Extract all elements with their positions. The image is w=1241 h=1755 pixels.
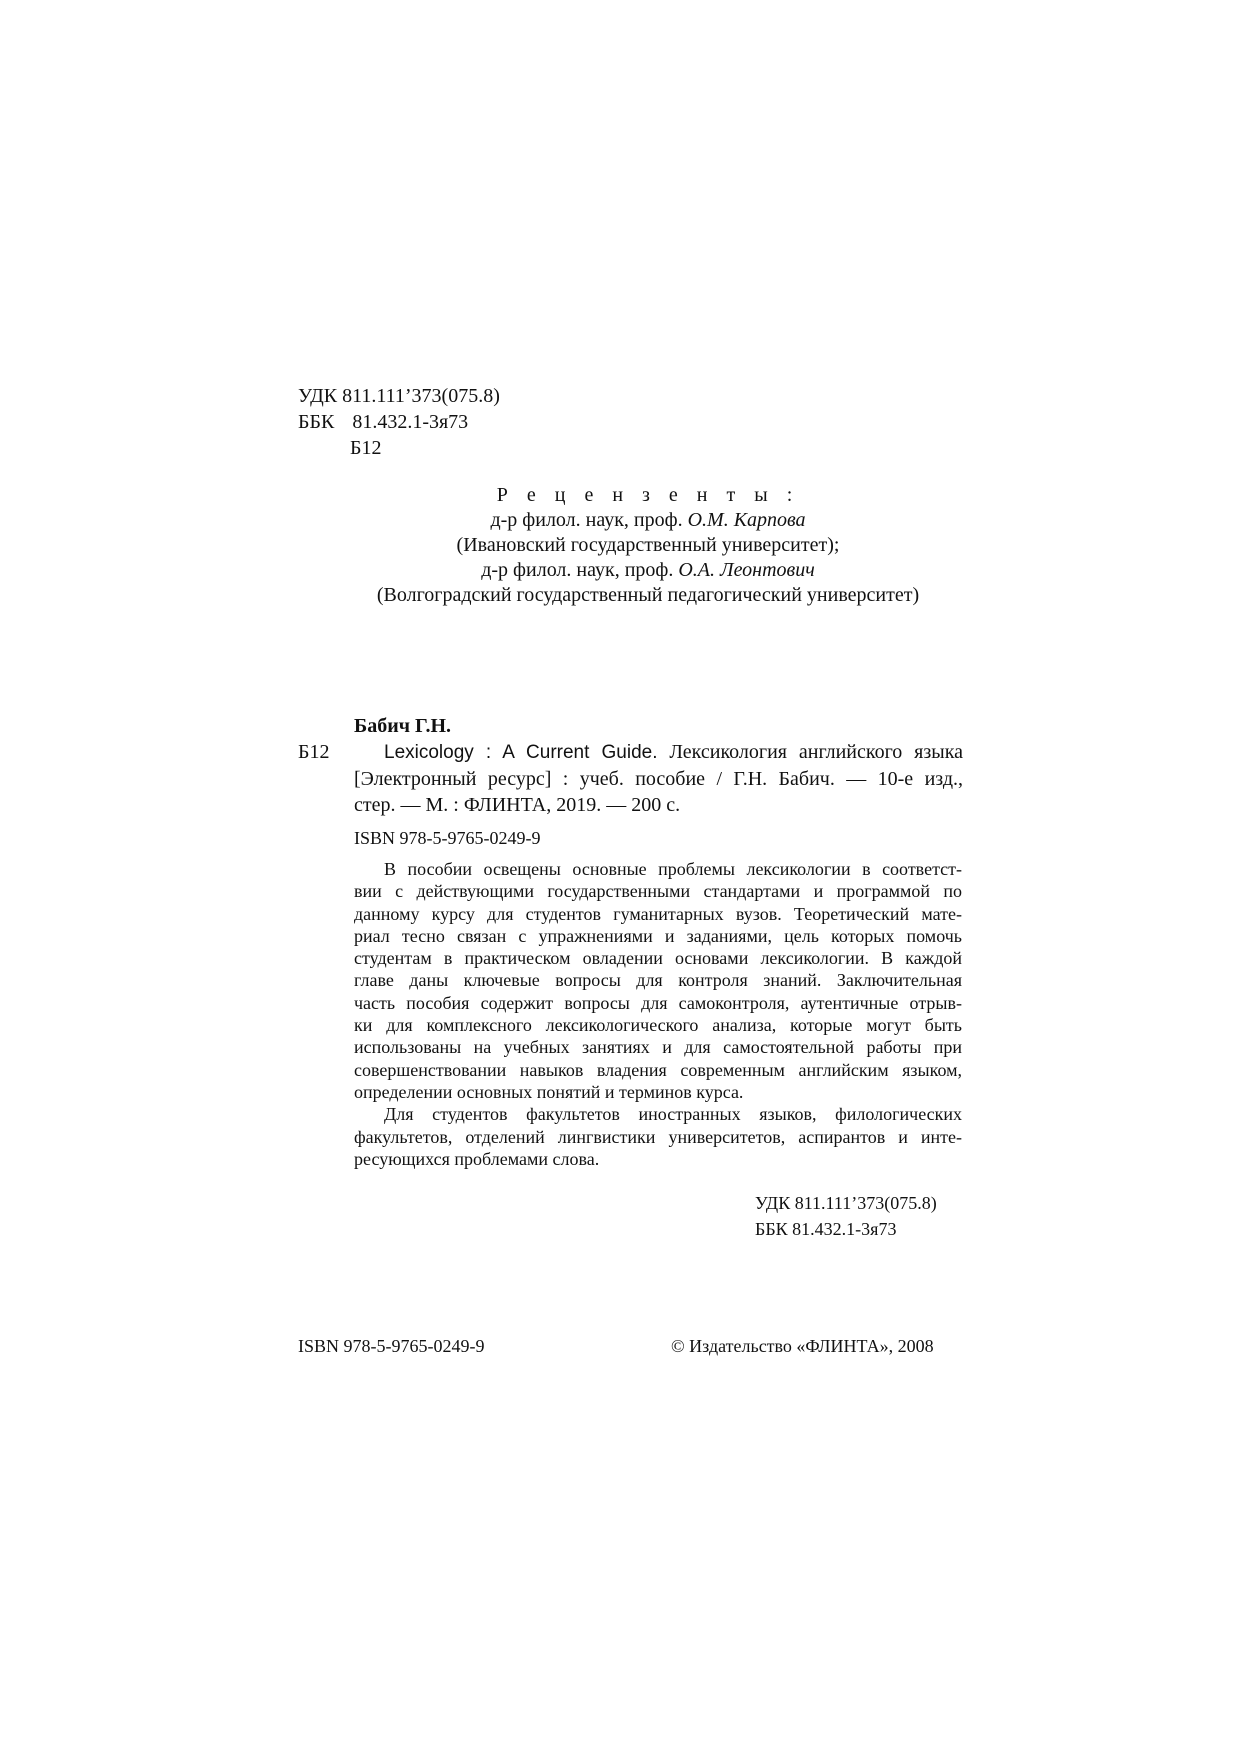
reviewer-1-title: д-р филол. наук, проф. [490,509,688,531]
annotation-line: ресующихся проблемами слова. [354,1148,600,1169]
annotation-line: определении основных понятий и терминов курса. [354,1081,744,1102]
entry-cutter-code: Б12 [298,741,330,763]
bbk-code-bottom: ББК 81.432.1-3я73 [755,1219,897,1239]
annotation-line: вии с действующими государственными стандартами и программой по [354,881,962,902]
reviewer-1-affiliation: (Ивановский государственный университет); [456,534,840,556]
reviewer-2-affiliation: (Волгоградский государственный педагогический университет) [376,584,920,606]
bbk-code: 81.432.1-3я73 [352,411,469,433]
annotation-line: часть пособия содержит вопросы для самоконтроля, аутентичные отрыв- [354,992,962,1013]
book-title: Lexicology : A Current Guide. [384,742,658,763]
annotation-line: факультетов, отделений лингвистики университетов, аспирантов и инте- [354,1126,962,1147]
annotation-line: ки для комплексного лексикологического анализа, которые могут быть [354,1015,962,1036]
annotation [354,858,962,1170]
annotation-line: В пособии освещены основные проблемы лексикологии в соответст- [384,859,962,879]
annotation-line: использованы на учебных занятиях и для самостоятельной работы при [354,1037,962,1058]
copyright-notice: © Издательство «ФЛИНТА», 2008 [671,1336,934,1356]
bibliographic-entry [298,739,963,818]
annotation-line: данному курсу для студентов гуманитарных вузов. Теоретический мате- [354,903,962,924]
bibliographic-record [298,713,963,818]
author-name: Бабич Г.Н. [354,715,452,737]
udk-code: УДК 811.111’373(075.8) [298,385,500,407]
footer-isbn: ISBN 978-5-9765-0249-9 [298,1336,485,1356]
bbk-line [298,409,500,435]
reviewer-2-name: О.А. Леонтович [678,559,815,581]
annotation-line: студентам в практическом овладении основами лексикологии. В каждой [354,948,962,969]
classification-codes-bottom [755,1190,937,1242]
annotation-line: риал тесно связан с упражнениями и заданиями, цель которых помочь [354,925,962,946]
reviewer-2 [298,558,998,583]
annotation-line: главе даны ключевые вопросы для контроля знаний. Заключительная [354,970,962,991]
classification-codes-top [298,383,500,461]
reviewer-1 [298,508,998,533]
annotation-line: совершенствовании навыков владения современным английским языком, [354,1059,962,1080]
entry-line-1 [354,739,963,766]
cutter-code: Б12 [350,437,382,459]
reviewer-1-name: О.М. Карпова [687,509,806,531]
entry-text [354,739,963,818]
reviewer-2-title: д-р филол. наук, проф. [481,559,679,581]
book-subtitle: Лексикология английского языка [669,741,963,763]
isbn: ISBN 978-5-9765-0249-9 [354,828,541,848]
udk-code-bottom: УДК 811.111’373(075.8) [755,1193,937,1213]
entry-line-2: [Электронный ресурс] : учеб. пособие / Г.Н. Бабич. — 10-е изд., [354,768,963,790]
entry-line-3: стер. — М. : ФЛИНТА, 2019. — 200 с. [354,794,681,816]
bbk-label: ББК [298,411,335,433]
reviewers-block [298,483,998,608]
reviewers-heading: Р е ц е н з е н т ы : [496,484,800,506]
annotation-line: Для студентов факультетов иностранных языков, филологических [384,1104,962,1125]
